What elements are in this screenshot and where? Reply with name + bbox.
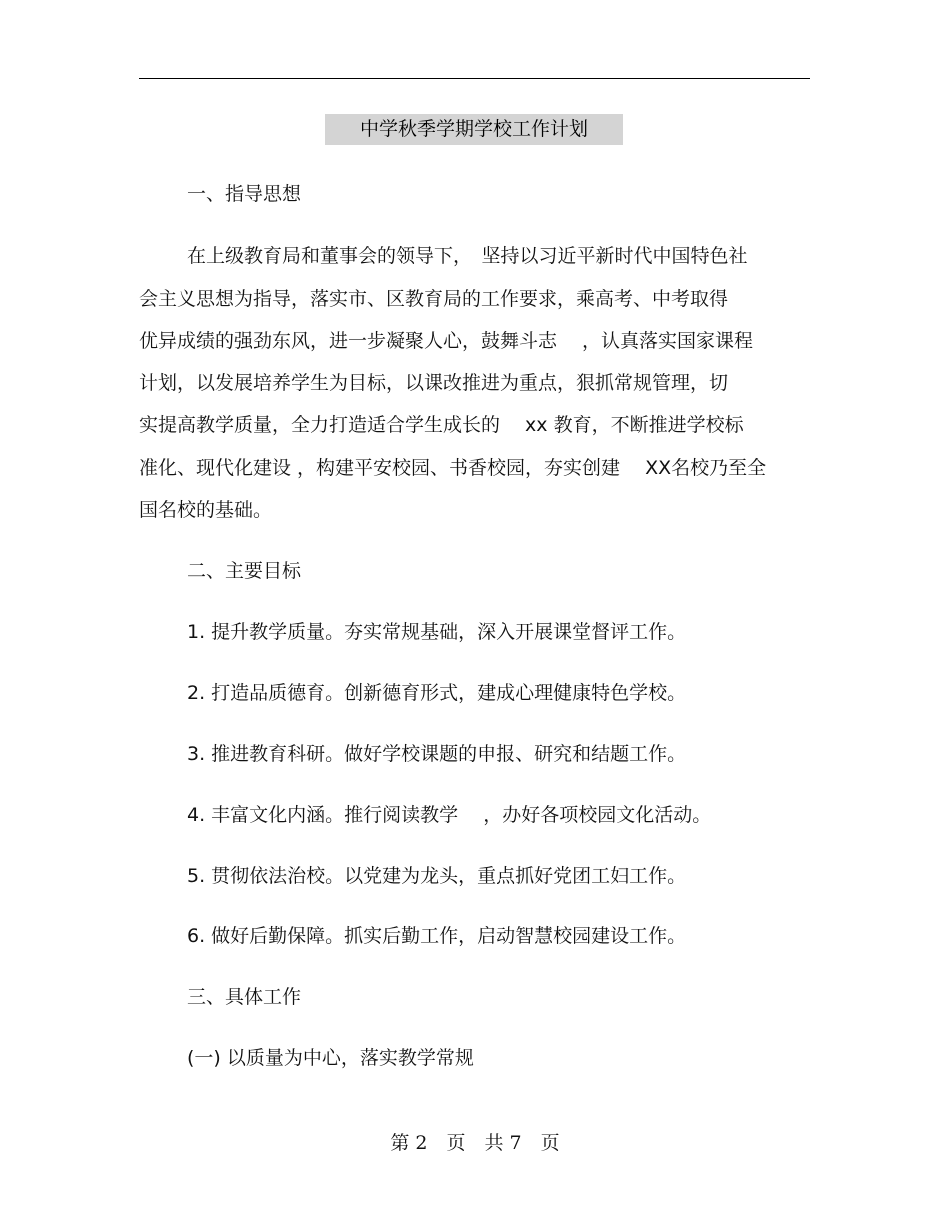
list-item: 1. 提升教学质量。夯实常规基础，深入开展课堂督评工作。 [187,621,687,643]
paragraph-line: 优异成绩的强劲东风，进一步凝聚人心，鼓舞斗志 ，认真落实国家课程 [139,330,754,352]
list-item: 3. 推进教育科研。做好学校课题的申报、研究和结题工作。 [187,743,687,765]
section-heading-specific-work: 三、具体工作 [187,986,302,1008]
paragraph-line: 准化、现代化建设 ，构建平安校园、书香校园，夯实创建 XX名校乃至全 [139,457,767,479]
list-item: 6. 做好后勤保障。抓实后勤工作，启动智慧校园建设工作。 [187,925,687,947]
list-item: 5. 贯彻依法治校。以党建为龙头，重点抓好党团工妇工作。 [187,865,687,887]
paragraph-line: 会主义思想为指导，落实市、区教育局的工作要求，乘高考、中考取得 [139,288,729,310]
section-heading-main-goals: 二、主要目标 [187,560,302,582]
list-item: 4. 丰富文化内涵。推行阅读教学 ，办好各项校园文化活动。 [187,804,712,826]
paragraph-line: 在上级教育局和董事会的领导下， 坚持以习近平新时代中国特色社 [187,245,748,267]
header-rule [139,78,810,79]
document-title: 中学秋季学期学校工作计划 [325,114,623,145]
paragraph-line: 国名校的基础。 [139,499,273,521]
section-heading-guiding-ideology: 一、指导思想 [187,183,302,205]
paragraph-line: 实提高教学质量，全力打造适合学生成长的 xx 教育，不断推进学校标 [139,414,744,436]
paragraph-line: 计划，以发展培养学生为目标，以课改推进为重点，狠抓常规管理，切 [139,372,729,394]
subsection-heading: (一) 以质量为中心，落实教学常规 [187,1047,474,1069]
list-item: 2. 打造品质德育。创新德育形式，建成心理健康特色学校。 [187,682,687,704]
page-number-footer: 第 2 页 共 7 页 [390,1132,560,1154]
